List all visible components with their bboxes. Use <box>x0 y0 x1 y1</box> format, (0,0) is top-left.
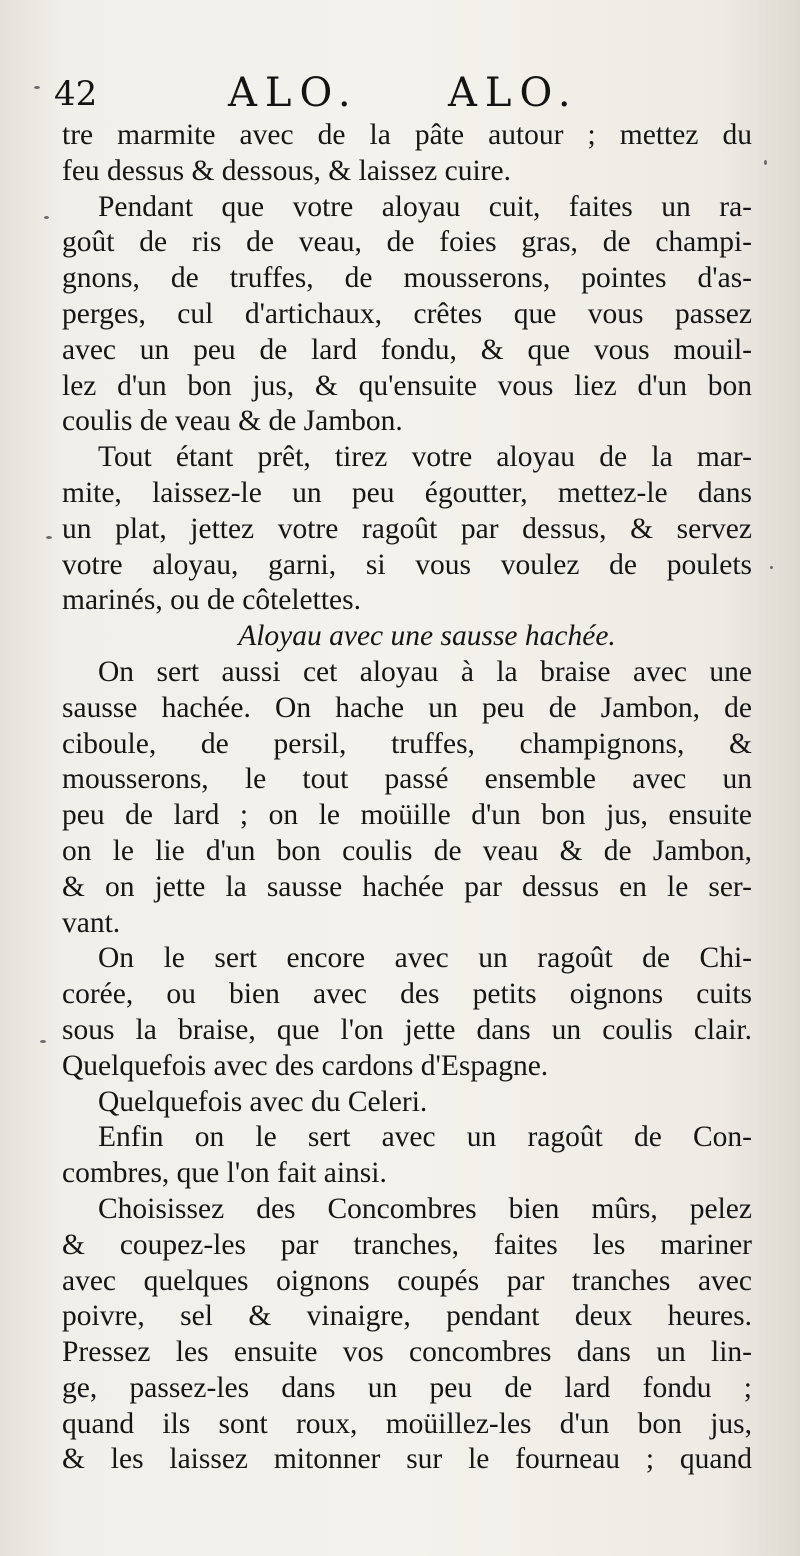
scan-speck <box>46 536 52 539</box>
text-line: un plat, jettez votre ragoût par dessus, & servez <box>62 512 752 545</box>
scan-speck <box>770 566 773 569</box>
text-line: coulis de veau & de Jambon. <box>62 405 403 438</box>
text-line: votre aloyau, garni, si vous voulez de poulets <box>62 548 752 581</box>
text-line: ge, passez-les dans un peu de lard fondu ; <box>62 1371 752 1404</box>
text-line: poivre, sel & vinaigre, pendant deux heures. <box>62 1300 752 1333</box>
scan-speck <box>40 1040 46 1043</box>
text-line: perges, cul d'artichaux, crêtes que vous passez <box>62 297 752 330</box>
text-line: quand ils sont roux, moüillez-les d'un bon jus, <box>62 1407 752 1440</box>
text-line: Choisissez des Concombres bien mûrs, pelez <box>98 1192 752 1225</box>
page-header <box>40 66 760 118</box>
text-line: feu dessus & dessous, & laissez cuire. <box>62 154 511 187</box>
text-line: peu de lard ; on le moüille d'un bon jus, ensuite <box>62 799 752 832</box>
text-line: vant. <box>62 906 121 939</box>
text-line: sausse hachée. On hache un peu de Jambon, de <box>62 691 752 724</box>
text-line: tre marmite avec de la pâte autour ; mettez du <box>62 119 752 151</box>
text-line: avec un peu de lard fondu, & que vous mouil- <box>62 333 752 366</box>
scan-speck <box>34 86 40 89</box>
text-line: & on jette la sausse hachée par dessus en le ser- <box>62 870 752 903</box>
section-heading: Aloyau avec une sausse hachée. <box>238 620 616 653</box>
text-line: & les laissez mitonner sur le fourneau ; quand <box>62 1443 752 1476</box>
text-line: sous la braise, que l'on jette dans un coulis clair. <box>62 1013 752 1046</box>
text-line: avec quelques oignons coupés par tranches avec <box>62 1264 752 1297</box>
text-line: Tout étant prêt, tirez votre aloyau de la mar- <box>98 441 752 474</box>
text-line: Enfin on le sert avec un ragoût de Con- <box>98 1121 752 1154</box>
text-line: combres, que l'on fait ainsi. <box>62 1157 387 1190</box>
scan-speck <box>764 160 767 165</box>
scan-speck <box>44 216 49 219</box>
text-line: Pendant que votre aloyau cuit, faites un ra- <box>98 190 752 223</box>
running-head-left: ALO. <box>228 70 359 116</box>
text-line: gnons, de truffes, de mousserons, pointes d'as- <box>62 262 752 295</box>
text-line: ciboule, de persil, truffes, champignons, & <box>62 727 752 760</box>
text-line: marinés, ou de côtelettes. <box>62 584 361 617</box>
text-line: Quelquefois avec des cardons d'Espagne. <box>62 1049 549 1082</box>
text-line: On sert aussi cet aloyau à la braise avec une <box>98 655 752 688</box>
text-line: mousserons, le tout passé ensemble avec un <box>62 763 752 796</box>
text-line: goût de ris de veau, de foies gras, de champi- <box>62 226 752 259</box>
text-line: Pressez les ensuite vos concombres dans un lin- <box>62 1336 752 1369</box>
text-line: & coupez-les par tranches, faites les mariner <box>62 1228 752 1261</box>
body-text <box>62 118 752 1478</box>
text-line: On le sert encore avec un ragoût de Chi- <box>98 942 752 975</box>
text-line: Quelquefois avec du Celeri. <box>98 1085 428 1118</box>
text-line: lez d'un bon jus, & qu'ensuite vous liez d'un bon <box>62 369 752 402</box>
text-line: corée, ou bien avec des petits oignons cuits <box>62 978 752 1011</box>
page-number: 42 <box>54 74 98 114</box>
text-line: on le lie d'un bon coulis de veau & de Jambon, <box>62 834 752 867</box>
text-line: mite, laissez-le un peu égoutter, mettez-le dans <box>62 476 752 509</box>
running-head-right: ALO. <box>448 70 579 116</box>
